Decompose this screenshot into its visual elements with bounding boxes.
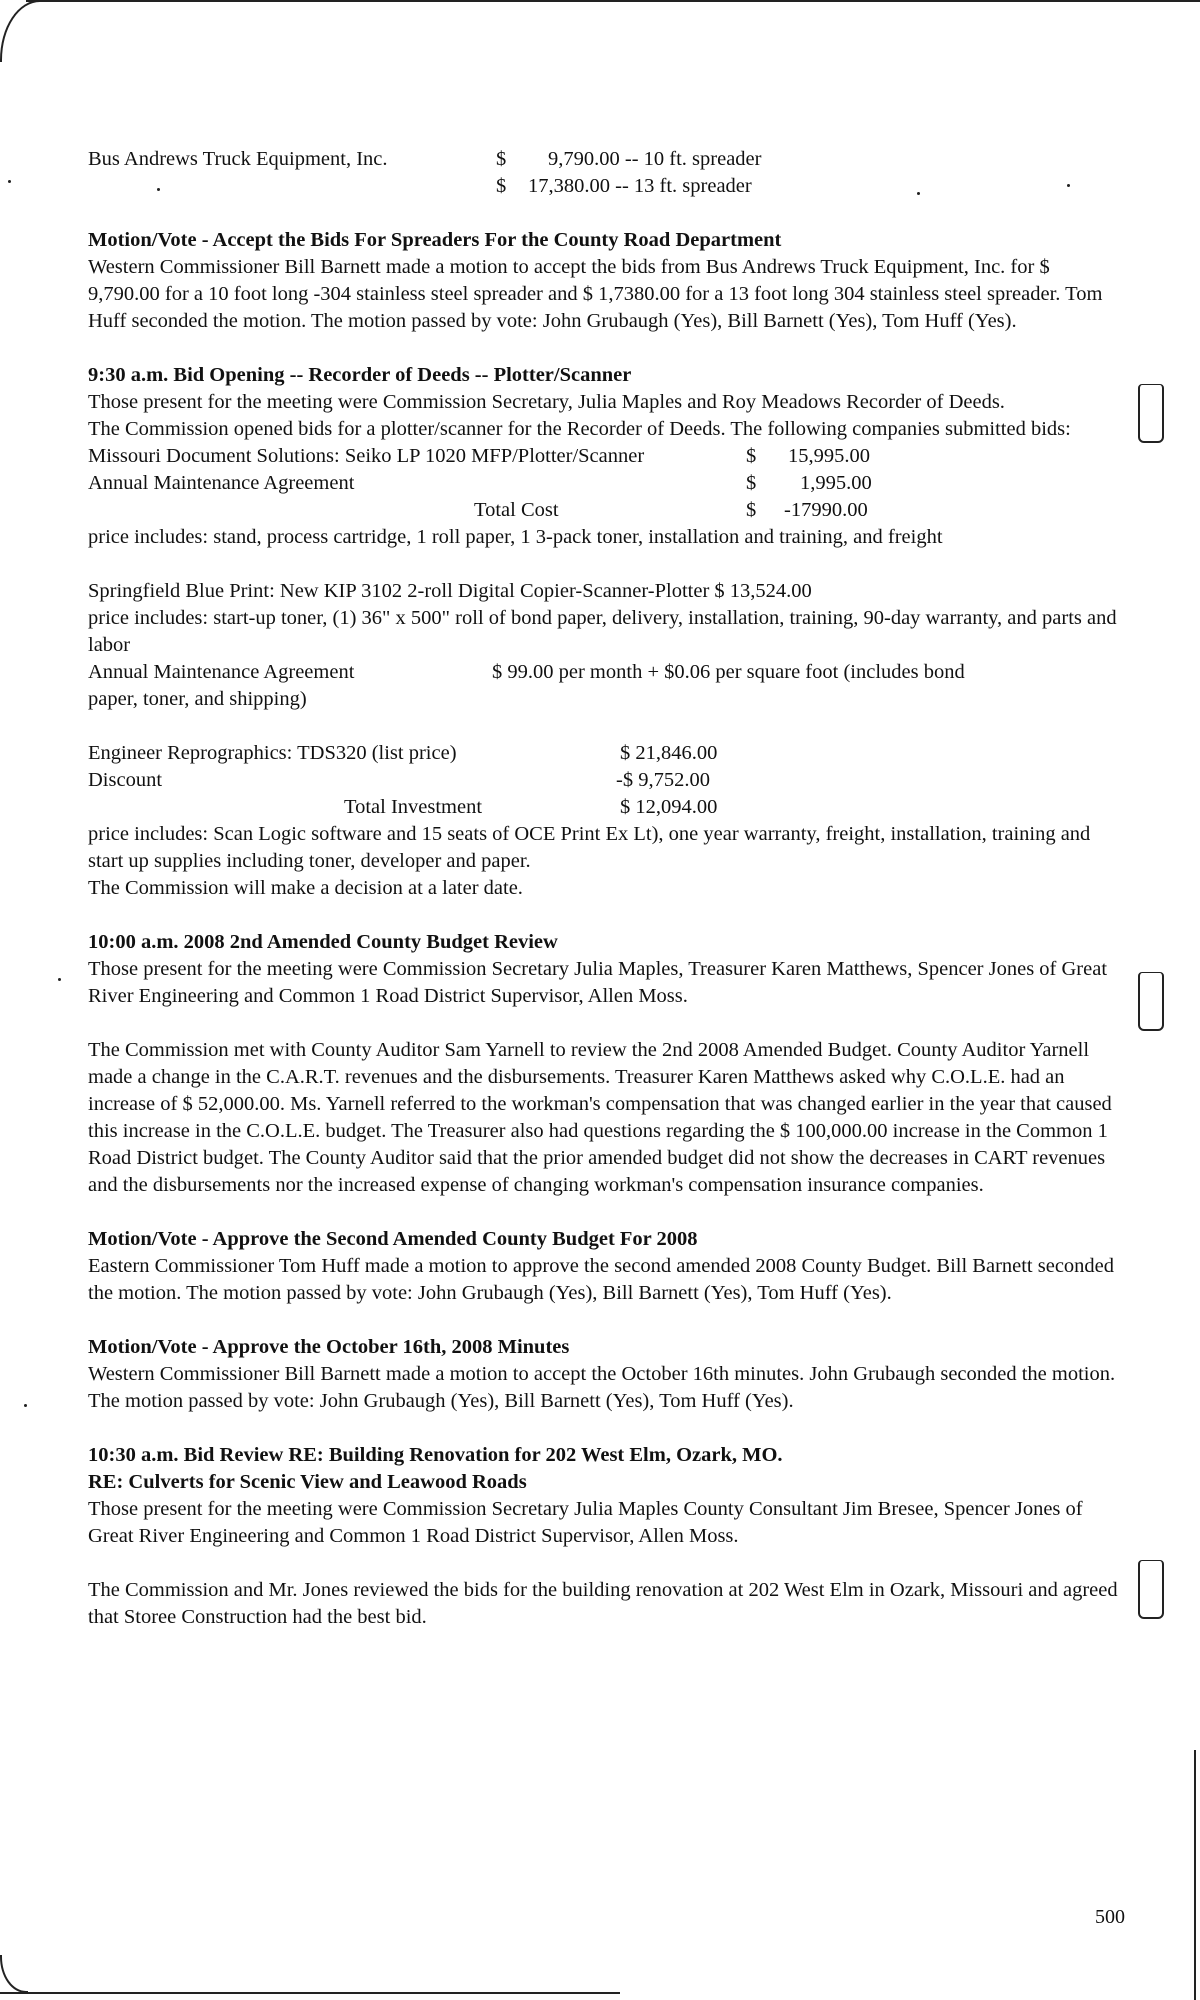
currency: $ xyxy=(496,148,507,170)
bid-amount: 9,790.00 -- 10 ft. spreader xyxy=(548,148,762,170)
price-includes-text: price includes: Scan Logic software and 15 seats of OCE Print Ex Lt), one year warranty, freight, installation, training and start up supplies including toner, developer and paper. xyxy=(88,823,1091,872)
vendor-name: Bus Andrews Truck Equipment, Inc. xyxy=(88,148,388,170)
bid-line-item: Springfield Blue Print: New KIP 3102 2-roll Digital Copier-Scanner-Plotter $ 13,524.00 xyxy=(88,580,812,602)
scan-speck xyxy=(24,1404,27,1407)
attendees-text: Those present for the meeting were Commission Secretary Julia Maples County Consultant Jim Bresee, Spencer Jones of Great River Engineering and Common 1 Road District Supervisor, Allen Moss. xyxy=(88,1498,1083,1547)
section-heading: 10:00 a.m. 2008 2nd Amended County Budget Review xyxy=(88,931,558,953)
item-label: Annual Maintenance Agreement xyxy=(88,472,355,494)
motion-text: Eastern Commissioner Tom Huff made a motion to approve the second amended 2008 County Budget. Bill Barnett seconded the motion. The motion passed by vote: John Grubaugh (Yes), Bill Barnett (Yes), Tom Huff (Yes). xyxy=(88,1255,1115,1304)
maintenance-row xyxy=(88,659,1118,686)
spreader-bid-row xyxy=(88,173,1118,200)
item-amount: $ 21,846.00 xyxy=(620,742,718,764)
page-edge-corner xyxy=(0,0,42,62)
price-includes-text: price includes: stand, process cartridge, 1 roll paper, 1 3-pack toner, installation and training, and freight xyxy=(88,526,943,548)
binder-hole-mark xyxy=(1138,1560,1164,1619)
section-heading: Motion/Vote - Approve the October 16th, 2008 Minutes xyxy=(88,1336,570,1358)
item-amount: -$ 9,752.00 xyxy=(616,769,710,791)
price-includes-text: price includes: start-up toner, (1) 36" x 500" roll of bond paper, delivery, installation, training, 90-day warranty, and parts and labor xyxy=(88,607,1117,656)
binder-hole-mark xyxy=(1138,972,1164,1031)
item-label: Annual Maintenance Agreement xyxy=(88,661,355,683)
currency: $ xyxy=(746,445,757,467)
decision-text: The Commission will make a decision at a later date. xyxy=(88,877,523,899)
page-edge-bottom xyxy=(0,1992,620,1994)
bid-line-item xyxy=(88,470,1118,497)
bid-amount: 17,380.00 -- 13 ft. spreader xyxy=(528,175,752,197)
motion-text: Western Commissioner Bill Barnett made a motion to accept the October 16th minutes. John Grubaugh seconded the motion. The motion passed by vote: John Grubaugh (Yes), Bill Barnett (Yes), Tom Huff (Yes). xyxy=(88,1363,1116,1412)
bid-total xyxy=(88,497,1118,524)
binder-hole-mark xyxy=(1138,384,1164,443)
item-amount: 1,995.00 xyxy=(800,472,872,494)
attendees-text: Those present for the meeting were Commission Secretary Julia Maples, Treasurer Karen Matthews, Spencer Jones of Great River Engineering and Common 1 Road District Supervisor, Allen Moss. xyxy=(88,958,1108,1007)
scan-speck xyxy=(8,180,11,183)
bid-line-item xyxy=(88,767,1118,794)
minutes-body xyxy=(88,146,1118,1631)
item-label: Engineer Reprographics: TDS320 (list price) xyxy=(88,742,457,764)
total-label: Total Investment xyxy=(344,796,483,818)
total-amount: -17990.00 xyxy=(784,499,868,521)
renovation-text: The Commission and Mr. Jones reviewed the bids for the building renovation at 202 West Elm in Ozark, Missouri and agreed that Storee Construction had the best bid. xyxy=(88,1579,1118,1628)
page-number: 500 xyxy=(1095,1906,1125,1928)
bid-line-item xyxy=(88,443,1118,470)
budget-discussion-text: The Commission met with County Auditor Sam Yarnell to review the 2nd 2008 Amended Budget. County Auditor Yarnell made a change in the C.A.R.T. revenues and the disbursements. Treasurer Karen Matthews asked why C.O.L.E. had an increase of $ 52,000.00. Ms. Yarnell referred to the workman's compensation that was changed earlier in the year that caused this increase in the C.O.L.E. budget. The Treasurer also had questions regarding the $ 100,000.00 increase in the Common 1 Road District budget. The County Auditor said that the prior amended budget did not show the decreases in CART revenues and the disbursements nor the increased expense of changing workman's compensation insurance companies. xyxy=(88,1039,1112,1196)
page-edge-top xyxy=(26,0,1200,2)
motion-text: Western Commissioner Bill Barnett made a motion to accept the bids from Bus Andrews Truck Equipment, Inc. for $ 9,790.00 for a 10 foot long -304 stainless steel spreader and $ 1,7380.00 for a 13 foot long 304 stainless steel spreader. Tom Huff seconded the motion. The motion passed by vote: John Grubaugh (Yes), Bill Barnett (Yes), Tom Huff (Yes). xyxy=(88,256,1103,332)
attendees-text: Those present for the meeting were Commission Secretary, Julia Maples and Roy Meadows Recorder of Deeds. xyxy=(88,391,1005,413)
currency: $ xyxy=(746,499,757,521)
currency: $ xyxy=(496,175,507,197)
spreader-bid-row xyxy=(88,146,1118,173)
section-heading: Motion/Vote - Accept the Bids For Spreaders For the County Road Department xyxy=(88,229,782,251)
section-heading: Motion/Vote - Approve the Second Amended County Budget For 2008 xyxy=(88,1228,698,1250)
maintenance-cont: paper, toner, and shipping) xyxy=(88,688,307,710)
item-amount: 15,995.00 xyxy=(788,445,870,467)
item-label: Discount xyxy=(88,769,163,791)
item-amount: $ 99.00 per month + $0.06 per square foot (includes bond xyxy=(492,661,965,683)
page-edge-bottom-corner xyxy=(0,1955,28,1993)
section-heading: 9:30 a.m. Bid Opening -- Recorder of Deeds -- Plotter/Scanner xyxy=(88,364,632,386)
item-label: Missouri Document Solutions: Seiko LP 1020 MFP/Plotter/Scanner xyxy=(88,445,645,467)
page-edge-right xyxy=(1194,1750,1196,2000)
currency: $ xyxy=(746,472,757,494)
total-label: Total Cost xyxy=(474,499,559,521)
total-amount: $ 12,094.00 xyxy=(620,796,718,818)
bid-total xyxy=(88,794,1118,821)
bid-intro-text: The Commission opened bids for a plotter/scanner for the Recorder of Deeds. The following companies submitted bids: xyxy=(88,418,1071,440)
scan-speck xyxy=(58,978,61,981)
section-subheading: RE: Culverts for Scenic View and Leawood Roads xyxy=(88,1471,527,1493)
bid-line-item xyxy=(88,740,1118,767)
section-heading: 10:30 a.m. Bid Review RE: Building Renovation for 202 West Elm, Ozark, MO. xyxy=(88,1444,783,1466)
